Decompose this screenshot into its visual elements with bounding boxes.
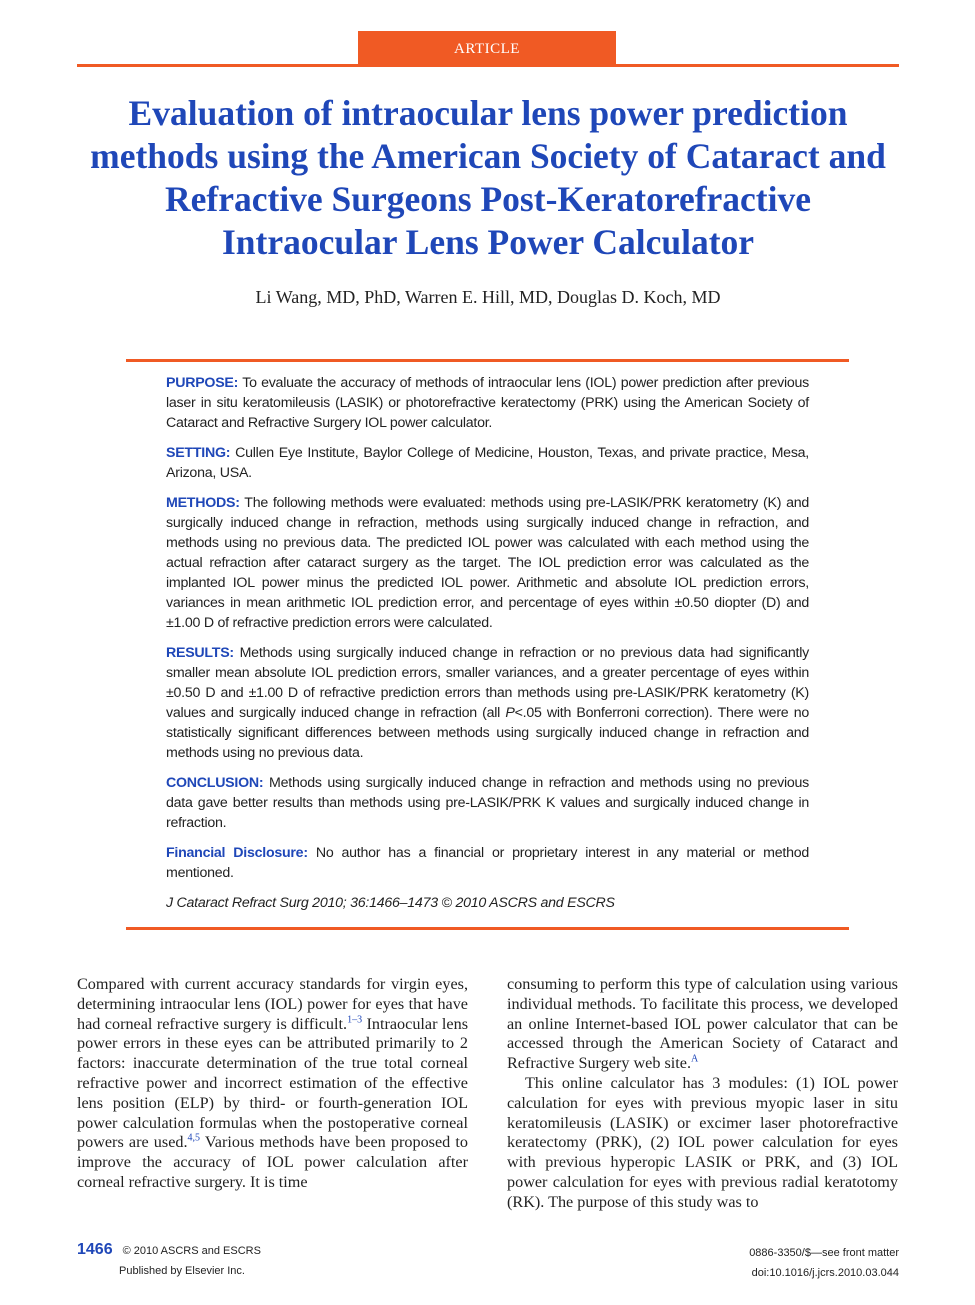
footer-copyright: © 2010 ASCRS and ESCRS xyxy=(122,1245,261,1257)
header-rule xyxy=(77,64,899,67)
footer-publisher: Published by Elsevier Inc. xyxy=(119,1265,245,1277)
setting-label: SETTING: xyxy=(166,445,231,461)
body-text: Compared with current accuracy standards for virgin eyes, determining intraocular lens (IOL) power for eyes that have had corneal refractive surgery is difficult. xyxy=(77,975,468,1033)
abstract-methods xyxy=(166,493,809,633)
methods-text: The following methods were evaluated: methods using pre-LASIK/PRK keratometry (K) and surgically induced change in refraction, methods using surgically induced change in refraction, and methods using no previous data. The predicted IOL power was calculated with each method using the actual refraction after cataract surgery as the target. The IOL prediction error was calculated as the implanted IOL power minus the predicted IOL power. Arithmetic and absolute IOL prediction errors, variances in mean arithmetic IOL prediction error, and percentage of eyes within ±0.50 diopter (D) and ±1.00 D of refractive prediction errors were calculated. xyxy=(166,495,809,631)
abstract-setting xyxy=(166,443,809,483)
abstract-results xyxy=(166,643,809,763)
results-text: Methods using surgically induced change in refraction or no previous data had significantly smaller mean absolute IOL prediction errors, smaller variances, and a greater percentage of eyes within ±0.50 D and ±1.00 D of refractive prediction errors than methods using pre-LASIK/PRK keratometry (K) values and surgically induced change in refraction (all xyxy=(166,645,809,721)
abstract xyxy=(166,373,809,923)
body-text: Intraocular lens power errors in these eyes can be attributed primarily to 2 factors: inaccurate determination of the true total corneal refractive power and incorrect estimation of the effective lens position (ELP) by third- or fourth-generation IOL power calculation formulas when the postoperative corneal powers are used. xyxy=(77,1014,469,1152)
disclosure-label: Financial Disclosure: xyxy=(166,845,308,861)
journal-citation: J Cataract Refract Surg 2010; 36:1466–1473 © 2010 ASCRS and ESCRS xyxy=(166,895,615,911)
body-paragraph xyxy=(507,975,898,1074)
methods-label: METHODS: xyxy=(166,495,240,511)
page-number: 1466 xyxy=(77,1241,113,1258)
article-title: Evaluation of intraocular lens power prediction methods using the American Society of Cataract and Refractive Surgeons Post-Keratorefractive Intraocular Lens Power Calculator xyxy=(90,93,886,262)
conclusion-text: Methods using surgically induced change in refraction and methods using no previous data gave better results than methods using pre-LASIK/PRK K values and surgically induced change in refraction. xyxy=(166,775,809,831)
abstract-bottom-rule xyxy=(126,927,849,930)
body-text: Various methods have been proposed to improve the accuracy of IOL power calculation after corneal refractive surgery. It is time xyxy=(77,1133,468,1191)
body-text: consuming to perform this type of calculation using various individual methods. To facilitate this process, we developed an online Internet-based IOL power calculator that can be accessed through the American Society of Cataract and Refractive Surgery web site. xyxy=(507,975,898,1073)
footer-issn: 0886-3350/$—see front matter xyxy=(749,1247,899,1259)
body-column-right xyxy=(507,975,898,1213)
footer-doi[interactable]: doi:10.1016/j.jcrs.2010.03.044 xyxy=(751,1267,899,1279)
abstract-purpose xyxy=(166,373,809,433)
conclusion-label: CONCLUSION: xyxy=(166,775,264,791)
body-paragraph: This online calculator has 3 modules: (1) IOL power calculation for eyes with previous myopic laser in situ keratomileusis (LASIK) or excimer laser photorefractive keratectomy (PRK), (2) IOL power calculation for eyes with previous hyperopic LASIK or PRK, and (3) IOL power calculation for eyes with previous radial keratotomy (RK). The purpose of this study was to xyxy=(507,1073,898,1211)
p-value-symbol: P xyxy=(505,705,515,721)
disclosure-text: No author has a financial or proprietary interest in any material or method mentioned. xyxy=(166,845,809,881)
purpose-text: To evaluate the accuracy of methods of intraocular lens (IOL) power prediction after previous laser in situ keratomileusis (LASIK) or photorefractive keratectomy (PRK) using the American Society of Cataract and Refractive Surgery IOL power calculator. xyxy=(166,375,809,431)
section-tab: ARTICLE xyxy=(358,31,616,65)
reference-link[interactable]: A xyxy=(691,1053,699,1065)
abstract-top-rule xyxy=(126,359,849,362)
abstract-conclusion xyxy=(166,773,809,833)
setting-text: Cullen Eye Institute, Baylor College of Medicine, Houston, Texas, and private practice, Mesa, Arizona, USA. xyxy=(166,445,809,481)
reference-link[interactable]: 4,5 xyxy=(187,1132,201,1144)
results-label: RESULTS: xyxy=(166,645,234,661)
abstract-disclosure xyxy=(166,843,809,883)
reference-link[interactable]: 1–3 xyxy=(347,1014,363,1026)
footer-left xyxy=(77,1240,261,1281)
purpose-label: PURPOSE: xyxy=(166,375,239,391)
body-column-left xyxy=(77,975,468,1193)
footer-right xyxy=(600,1240,899,1283)
body-paragraph xyxy=(77,975,468,1193)
results-text-cont: <.05 with Bonferroni correction). There were no statistically significant differences between methods using surgically induced change in refraction and methods using no previous data. xyxy=(166,705,809,761)
author-list: Li Wang, MD, PhD, Warren E. Hill, MD, Douglas D. Koch, MD xyxy=(255,287,721,307)
